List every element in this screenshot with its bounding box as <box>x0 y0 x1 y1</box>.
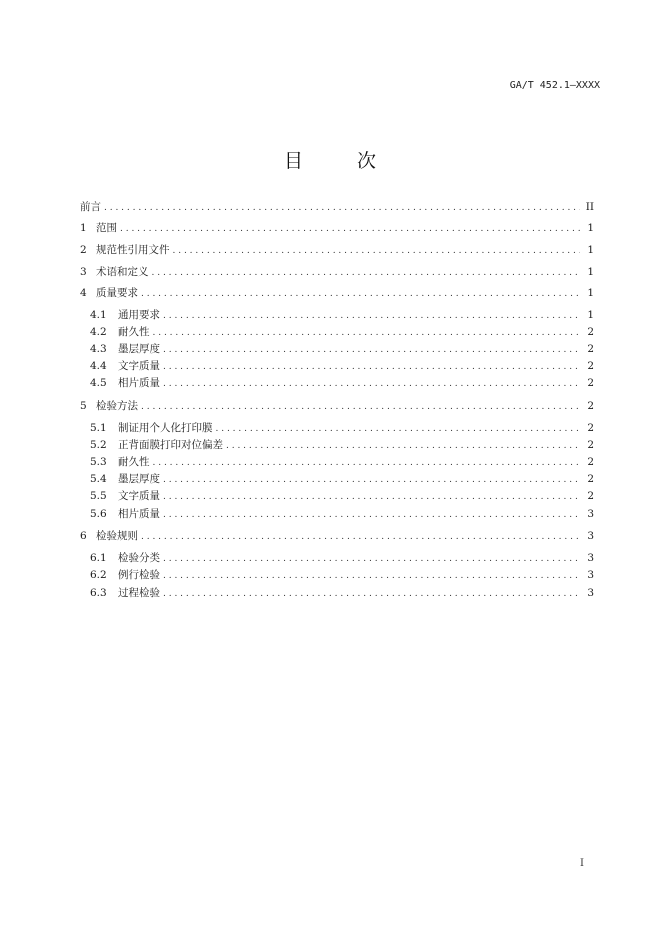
toc-label: 检验规则 <box>96 530 138 542</box>
toc-entry-6[interactable] <box>80 528 594 544</box>
toc-section-number: 4.2 <box>90 326 107 338</box>
page-title <box>0 146 662 173</box>
toc-leader-dots <box>163 586 580 602</box>
toc-section-number: 1 <box>80 222 87 234</box>
toc-page-number: 2 <box>587 343 594 355</box>
toc-section-number: 5.4 <box>90 473 107 485</box>
toc-section-number: 5 <box>80 400 87 412</box>
toc-section-number: 2 <box>80 244 87 256</box>
toc-page-number: 2 <box>587 360 594 372</box>
toc-entry-6-3[interactable] <box>90 585 594 601</box>
toc-section-number: 5.5 <box>90 490 107 502</box>
toc-entry-5-1[interactable] <box>90 420 594 436</box>
toc-section-number: 4.5 <box>90 377 107 389</box>
toc-entry-4-1[interactable] <box>90 307 594 323</box>
toc-section-number: 6.1 <box>90 552 107 564</box>
toc-section-number: 6.2 <box>90 569 107 581</box>
toc-label: 正背面膜打印对位偏差 <box>118 439 223 451</box>
toc-label: 墨层厚度 <box>118 343 160 355</box>
toc-entry-3[interactable] <box>80 264 594 280</box>
toc-section-number: 4.4 <box>90 360 107 372</box>
toc-section-number: 5.6 <box>90 508 107 520</box>
toc-label: 检验方法 <box>96 400 138 412</box>
toc-section-number: 3 <box>80 266 87 278</box>
toc-leader-dots <box>173 243 581 259</box>
toc-label: 制证用个人化打印膜 <box>118 422 213 434</box>
page-number: I <box>580 858 584 869</box>
toc-leader-dots <box>163 342 580 358</box>
toc-page-number: 3 <box>587 569 594 581</box>
toc-page-number: 1 <box>587 244 594 256</box>
toc-leader-dots <box>120 221 580 237</box>
toc-label: 质量要求 <box>96 287 138 299</box>
toc-leader-dots <box>163 472 580 488</box>
toc-page-number: 3 <box>587 587 594 599</box>
toc-leader-dots <box>152 265 581 281</box>
toc-page-number: 2 <box>587 490 594 502</box>
toc-label: 例行检验 <box>118 569 160 581</box>
toc-label: 通用要求 <box>118 309 160 321</box>
toc-entry-5-3[interactable] <box>90 454 594 470</box>
toc-leader-dots <box>153 455 581 471</box>
toc-page-number: 3 <box>587 508 594 520</box>
toc-entry-2[interactable] <box>80 242 594 258</box>
toc-section-number: 5.2 <box>90 439 107 451</box>
toc-label: 相片质量 <box>118 508 160 520</box>
toc-page-number: 3 <box>587 530 594 542</box>
toc-leader-dots <box>163 308 580 324</box>
title-char-1: 目 <box>283 150 305 172</box>
toc-leader-dots <box>163 507 580 523</box>
toc-page-number: 2 <box>587 326 594 338</box>
toc-leader-dots <box>163 359 580 375</box>
toc-label: 相片质量 <box>118 377 160 389</box>
toc-leader-dots <box>104 200 580 216</box>
title-char-2: 次 <box>357 150 379 172</box>
toc-leader-dots <box>216 421 581 437</box>
toc-label: 术语和定义 <box>96 266 149 278</box>
toc-entry-4-2[interactable] <box>90 324 594 340</box>
toc-label: 耐久性 <box>118 456 150 468</box>
toc-page-number: 1 <box>587 222 594 234</box>
toc-label: 规范性引用文件 <box>96 244 170 256</box>
toc-page-number: 2 <box>587 473 594 485</box>
toc-section-number: 4.3 <box>90 343 107 355</box>
toc-label: 墨层厚度 <box>118 473 160 485</box>
toc-entry-foreword[interactable] <box>80 199 594 215</box>
toc-leader-dots <box>141 529 580 545</box>
toc-entry-5-4[interactable] <box>90 471 594 487</box>
toc-label: 范围 <box>96 222 117 234</box>
toc-entry-5-2[interactable] <box>90 437 594 453</box>
toc-entry-4-4[interactable] <box>90 358 594 374</box>
toc-leader-dots <box>141 286 580 302</box>
toc-entry-4-3[interactable] <box>90 341 594 357</box>
toc-entry-5[interactable] <box>80 398 594 414</box>
toc-leader-dots <box>163 489 580 505</box>
toc-entry-6-1[interactable] <box>90 550 594 566</box>
toc-page-number: 2 <box>587 422 594 434</box>
toc-label: 检验分类 <box>118 552 160 564</box>
toc-label: 前言 <box>80 201 101 213</box>
toc-entry-4-5[interactable] <box>90 375 594 391</box>
toc-page-number: 2 <box>587 439 594 451</box>
toc-label: 文字质量 <box>118 360 160 372</box>
toc-label: 耐久性 <box>118 326 150 338</box>
toc-leader-dots <box>163 551 580 567</box>
toc-entry-4[interactable] <box>80 285 594 301</box>
toc-section-number: 5.3 <box>90 456 107 468</box>
toc-label: 文字质量 <box>118 490 160 502</box>
toc-section-number: 4.1 <box>90 309 107 321</box>
toc-page-number: 1 <box>587 266 594 278</box>
toc-page-number: 2 <box>587 456 594 468</box>
toc-entry-5-6[interactable] <box>90 506 594 522</box>
toc-section-number: 6 <box>80 530 87 542</box>
toc-page-number: 1 <box>587 309 594 321</box>
toc-leader-dots <box>141 399 580 415</box>
toc-leader-dots <box>226 438 580 454</box>
toc-entry-6-2[interactable] <box>90 567 594 583</box>
toc-label: 过程检验 <box>118 587 160 599</box>
document-code: GA/T 452.1—XXXX <box>509 80 600 91</box>
toc-page-number: 2 <box>587 377 594 389</box>
toc-section-number: 4 <box>80 287 87 299</box>
toc-page-number: 1 <box>587 287 594 299</box>
toc-leader-dots <box>163 568 580 584</box>
toc-section-number: 5.1 <box>90 422 107 434</box>
toc-leader-dots <box>163 376 580 392</box>
toc-page-number: II <box>585 201 594 213</box>
toc-entry-5-5[interactable] <box>90 488 594 504</box>
toc-leader-dots <box>153 325 581 341</box>
toc-entry-1[interactable] <box>80 220 594 236</box>
toc-section-number: 6.3 <box>90 587 107 599</box>
toc-page-number: 2 <box>587 400 594 412</box>
toc-page-number: 3 <box>587 552 594 564</box>
